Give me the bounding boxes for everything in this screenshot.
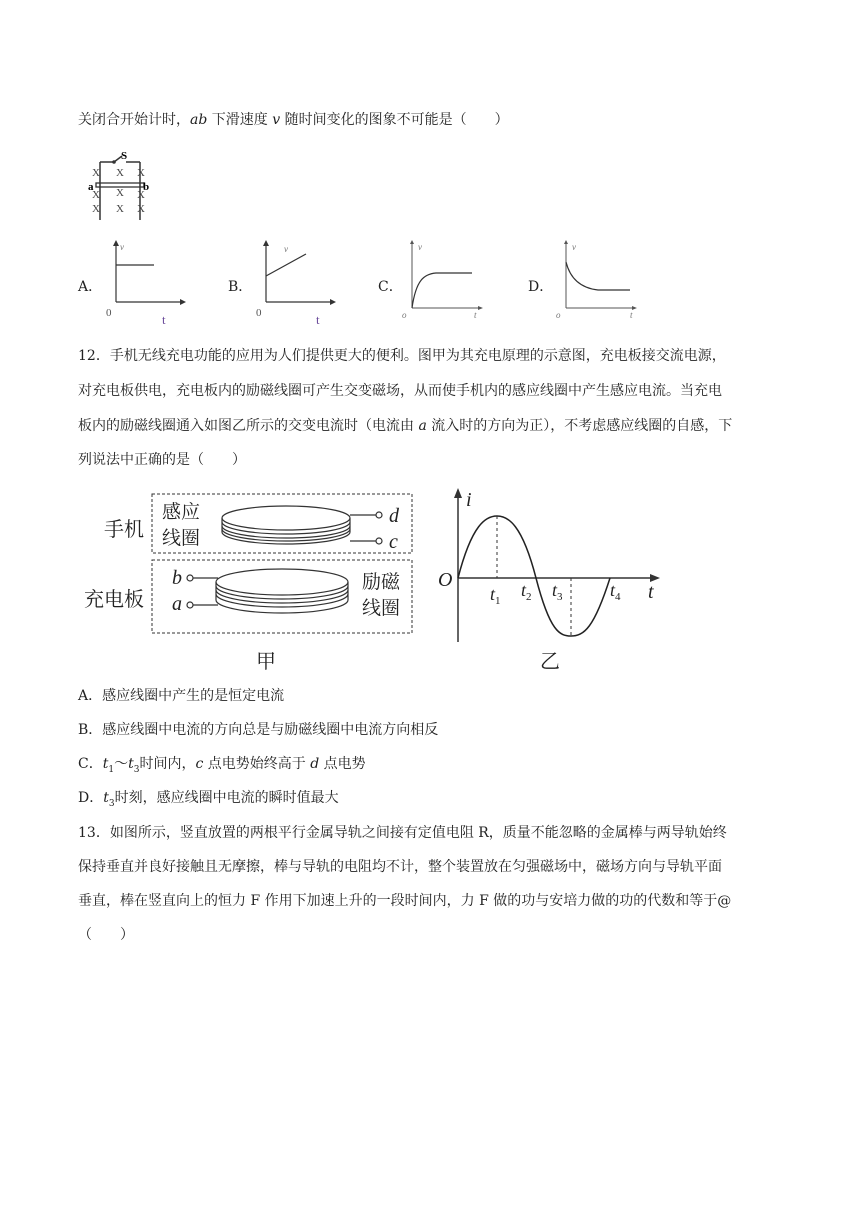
terminal-b: b [172, 567, 182, 589]
q11-circuit-figure [86, 150, 156, 224]
figure-yi-caption: 乙 [540, 651, 560, 673]
x-axis-label: t [648, 581, 654, 603]
svg-text:t: t [474, 310, 477, 320]
q12-stem-line-1: 12．手机无线充电功能的应用为人们提供更大的便利。图甲为其充电原理的示意图，充电板接交流电源， [78, 348, 726, 364]
field-x-mark: X [92, 189, 100, 201]
q11-option-b-graph [250, 240, 340, 328]
q12-option-b: B．感应线圈中电流的方向总是与励磁线圈中电流方向相反 [78, 722, 439, 738]
label-b: b [143, 181, 150, 193]
q12-option-a: A．感应线圈中产生的是恒定电流 [78, 688, 285, 704]
terminal-d: d [389, 505, 399, 527]
charger-label: 充电板 [84, 589, 144, 611]
q11-option-c-label: C． [378, 279, 403, 295]
q12-figure-jia [80, 488, 440, 673]
field-x-mark: X [137, 189, 145, 201]
field-x-mark: X [116, 203, 124, 215]
q13-stem-line-4: （ ） [78, 927, 134, 943]
q11-stem: 关闭合开始计时，ab 下滑速度 v 随时间变化的图象不可能是（ ） [78, 112, 509, 128]
q12-option-d: D．$t_3$时刻，感应线圈中电流的瞬时值最大 [78, 790, 339, 809]
field-x-mark: X [116, 187, 124, 199]
svg-text:o: o [556, 310, 561, 320]
svg-text:t: t [630, 310, 633, 320]
q11-option-a-graph [100, 240, 190, 328]
svg-text:0: 0 [106, 307, 112, 319]
svg-text:v: v [284, 244, 288, 254]
svg-text:0: 0 [256, 307, 262, 319]
q12-option-c: C．$t_1\sim t_3$时间内，c 点电势始终高于 d 点电势 [78, 756, 366, 775]
q12-stem-line-2: 对充电板供电，充电板内的励磁线圈可产生交变磁场，从而使手机内的感应线圈中产生感应电流。当充电 [78, 383, 722, 399]
tick-t2: $t_2$ [521, 580, 532, 603]
tick-t4: $t_4$ [610, 580, 621, 603]
q13-stem-line-3: 垂直，棒在竖直向上的恒力 F 作用下加速上升的一段时间内，力 F 做的功与安培力做的功的代数和等于@ [78, 893, 732, 909]
q13-stem-line-2: 保持垂直并良好接触且无摩擦，棒与导轨的电阻均不计，整个装置放在匀强磁场中，磁场方向与导轨平面 [78, 859, 722, 875]
origin-label: O [438, 569, 453, 591]
exciting-coil-label-1: 励磁 [362, 572, 401, 593]
q12-figure-yi [434, 488, 674, 673]
q11-option-b-label: B． [228, 279, 253, 295]
label-a: a [88, 181, 94, 193]
q13-stem-line-1: 13．如图所示，竖直放置的两根平行金属导轨之间接有定值电阻 R，质量不能忽略的金属棒与两导轨始终 [78, 825, 727, 841]
terminal-c: c [389, 531, 398, 553]
q11-option-a-label: A． [78, 279, 103, 295]
field-x-mark: X [137, 203, 145, 215]
phone-label: 手机 [104, 519, 144, 541]
current-curve [458, 516, 610, 636]
tick-t1: $t_1$ [490, 584, 501, 607]
exciting-coil-label-2: 线圈 [362, 598, 401, 619]
exciting-coil [216, 569, 348, 613]
y-axis-label: i [466, 489, 472, 511]
field-x-mark: X [116, 167, 124, 179]
figure-jia-caption: 甲 [256, 651, 276, 673]
svg-text:v: v [120, 242, 124, 252]
svg-text:v: v [572, 242, 576, 252]
q11-option-d-graph [552, 240, 642, 328]
field-x-mark: X [92, 167, 100, 179]
svg-text:o: o [402, 310, 407, 320]
q11-option-d-label: D． [528, 279, 554, 295]
terminal-a: a [172, 593, 182, 615]
q11-option-c-graph [398, 240, 488, 328]
svg-text:t: t [162, 312, 166, 327]
svg-text:t: t [316, 312, 320, 327]
switch-label: S [121, 150, 128, 162]
induction-coil [222, 506, 350, 544]
svg-text:v: v [418, 242, 422, 252]
induction-coil-label-1: 感应 [162, 502, 201, 523]
q12-stem-line-3: 板内的励磁线圈通入如图乙所示的交变电流时（电流由 a 流入时的方向为正），不考虑感应线圈的自感，下 [78, 418, 733, 434]
tick-t3: $t_3$ [552, 580, 563, 603]
field-x-mark: X [137, 167, 145, 179]
field-x-mark: X [92, 203, 100, 215]
induction-coil-label-2: 线圈 [162, 528, 201, 549]
q12-stem-line-4: 列说法中正确的是（ ） [78, 452, 246, 468]
